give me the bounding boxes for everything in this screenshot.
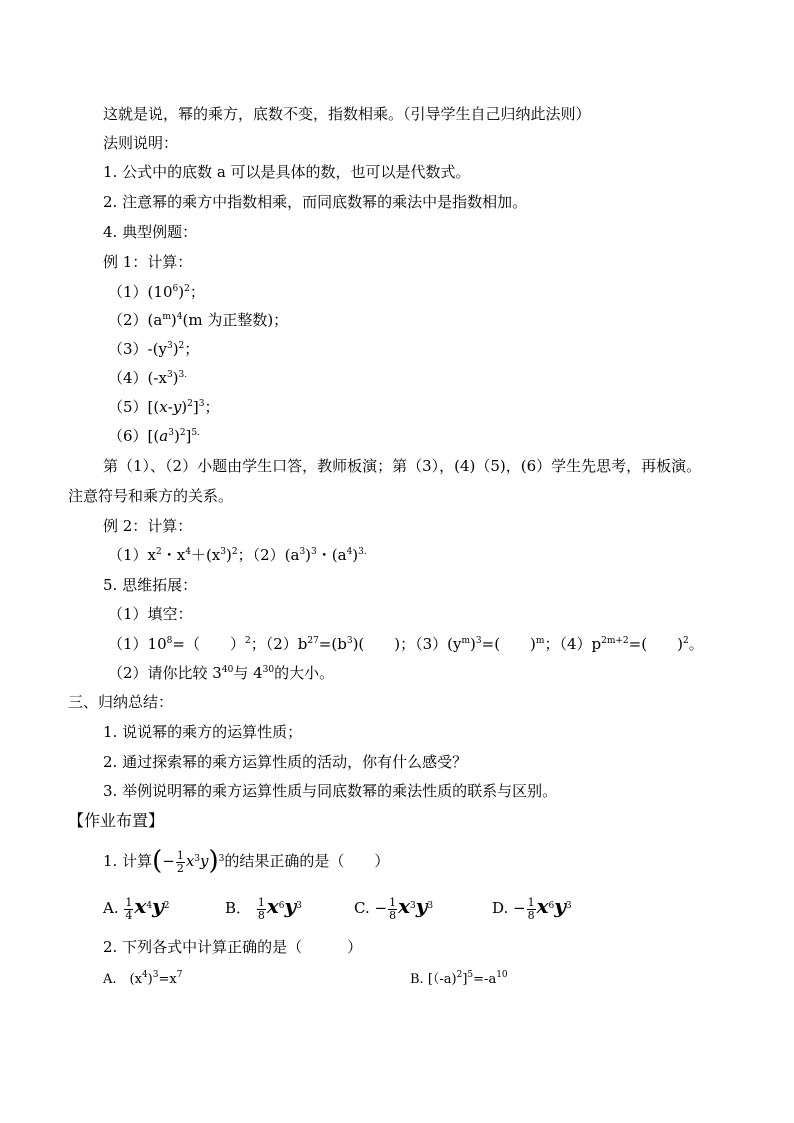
summary-1: 1. 说说幂的乘方的运算性质； — [103, 723, 303, 741]
example-1-note-2: 注意符号和乘方的关系。 — [68, 487, 234, 505]
homework-2-option-a: A. $(x^4)^3=x^7$ — [103, 970, 183, 987]
homework-question-1: 1. 计算(− $\frac{1}{2}$ $x^3y)^3$的结果正确的是（ ） — [103, 846, 390, 876]
example-1-item-1: $(1)(10^6)^2$； — [108, 283, 205, 301]
rule-1: 1. 公式中的底数 a 可以是具体的数，也可以是代数式。 — [103, 163, 471, 181]
fill-title: （1）填空： — [108, 605, 193, 623]
example-1-item-3: $(3)-(y^3)^2$； — [108, 340, 200, 358]
homework-1-option-a: A. $\frac{1}{4}$ $x^4y^2$ — [103, 894, 170, 922]
rule-explain-title: 法则说明： — [103, 134, 179, 152]
summary-3: 3. 举例说明幂的乘方运算性质与同底数幂的乘法性质的联系与区别。 — [103, 782, 558, 800]
summary-title: 三、归纳总结： — [68, 693, 174, 711]
example-1-item-2: $(2)(a^m)^4(m$ 为正整数)； — [108, 311, 289, 329]
example-1-item-6: $(6)[(a^3)^2]^{5.}$ — [108, 427, 200, 445]
homework-1-option-d: D. − $\frac{1}{8}$ $x^6y^3$ — [492, 894, 572, 922]
extend-title: 5. 思维拓展： — [103, 576, 198, 594]
example-2-item: $(1)x^2$・$x^4+(x^3)^2$；$(2)(a^3)^3$・$(a^4)^{3.}$ — [108, 546, 367, 564]
typical-title: 4. 典型例题： — [103, 223, 198, 241]
example-1-title: 例 1：计算： — [103, 253, 193, 271]
homework-question-2: 2. 下列各式中计算正确的是（ ） — [103, 938, 363, 956]
example-1-item-4: $(4)(-x^3)^{3.}$ — [108, 369, 188, 387]
homework-2-option-b: B. $[(-a)^2]^5=-a^{10}$ — [410, 970, 508, 987]
example-1-note-1: 第（1）、（2）小题由学生口答，教师板演；第（3），(4)（5)，(6）学生先思考，再板演。 — [103, 457, 702, 475]
fill-items: $(1)10^8=$（ ）$^2$；$(2)b^{27}=(b^3)$( )；$(3)(y^m)^3=$( )$^m$；$(4)p^{2m+2}=$( )$^2$。 — [108, 635, 704, 653]
example-2-title: 例 2：计算： — [103, 517, 193, 535]
homework-1-option-b: B． $\frac{1}{8}$ $x^6y^3$ — [225, 894, 302, 922]
homework-title: 【作业布置】 — [68, 811, 165, 830]
summary-2: 2. 通过探索幂的乘方运算性质的活动，你有什么感受？ — [103, 753, 468, 771]
example-1-item-5: $(5)[(x-y)^2]^3$； — [108, 398, 220, 416]
rule-summary: 这就是说，幂的乘方，底数不变，指数相乘。（引导学生自己归纳此法则） — [103, 105, 591, 123]
rule-2: 2. 注意幂的乘方中指数相乘，而同底数幂的乘法中是指数相加。 — [103, 193, 528, 211]
compare-question: （2）请你比较 $3^{40}$与 $4^{30}$的大小。 — [108, 664, 335, 682]
homework-1-option-c: C. − $\frac{1}{8}$ $x^3y^3$ — [354, 894, 434, 922]
